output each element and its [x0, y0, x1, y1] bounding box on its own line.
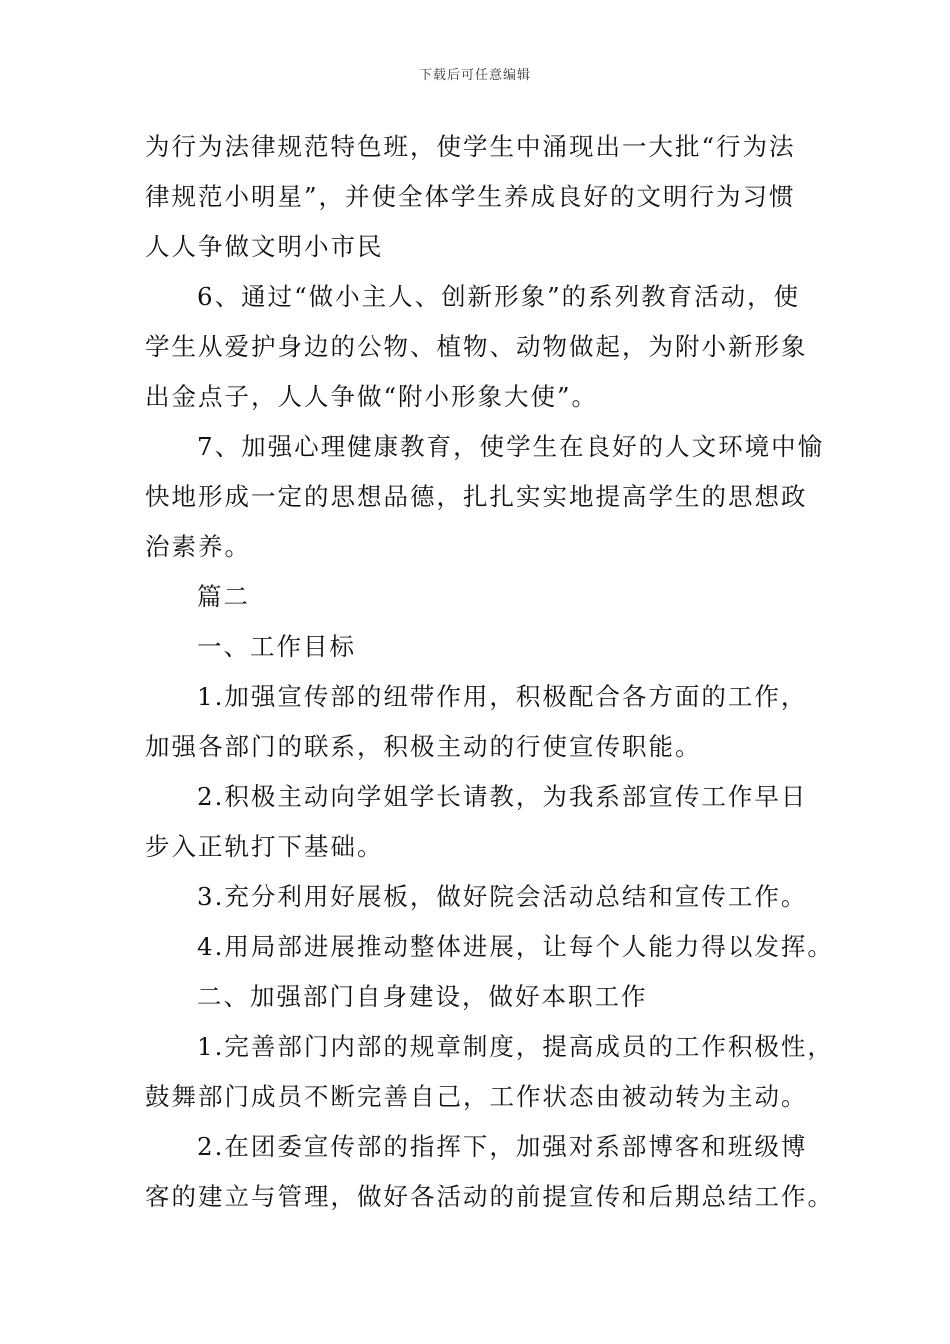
text-line: 7、加强心理健康教育，使学生在良好的人文环境中愉: [197, 432, 825, 461]
text-line: 3.充分利用好展板，做好院会活动总结和宣传工作。: [197, 882, 808, 911]
text-line: 学生从爱护身边的公物、植物、动物做起，为附小新形象: [145, 332, 808, 361]
text-line: 客的建立与管理，做好各活动的前提宣传和后期总结工作。: [145, 1182, 834, 1211]
text-line: 1.加强宣传部的纽带作用，积极配合各方面的工作，: [197, 682, 808, 711]
text-line: 鼓舞部门成员不断完善自己，工作状态由被动转为主动。: [145, 1082, 808, 1111]
document-body: [145, 122, 834, 1222]
text-line: 律规范小明星”，并使全体学生养成良好的文明行为习惯: [145, 182, 796, 211]
text-line: 2.在团委宣传部的指挥下，加强对系部博客和班级博: [197, 1132, 808, 1161]
text-line: 人人争做文明小市民: [145, 232, 384, 261]
text-line: 步入正轨打下基础。: [145, 832, 384, 861]
text-line: 治素养。: [145, 532, 251, 561]
text-line: 出金点子，人人争做“附小形象大使”。: [145, 382, 599, 411]
text-line: 1.完善部门内部的规章制度，提高成员的工作积极性，: [197, 1032, 834, 1061]
section-heading: 二、加强部门自身建设，做好本职工作: [197, 982, 648, 1011]
text-line: 2.积极主动向学姐学长请教，为我系部宣传工作早日: [197, 782, 808, 811]
text-line: 4.用局部进展推动整体进展，让每个人能力得以发挥。: [197, 932, 834, 961]
section-heading: 篇二: [197, 582, 250, 611]
text-line: 6、通过“做小主人、创新形象”的系列教育活动，使: [197, 282, 801, 311]
text-line: 为行为法律规范特色班，使学生中涌现出一大批“行为法: [145, 132, 796, 161]
header-note: 下载后可任意编辑: [418, 68, 531, 83]
text-line: 快地形成一定的思想品德，扎扎实实地提高学生的思想政: [145, 482, 808, 511]
section-heading: 一、工作目标: [197, 632, 356, 661]
text-line: 加强各部门的联系，积极主动的行使宣传职能。: [145, 732, 702, 761]
